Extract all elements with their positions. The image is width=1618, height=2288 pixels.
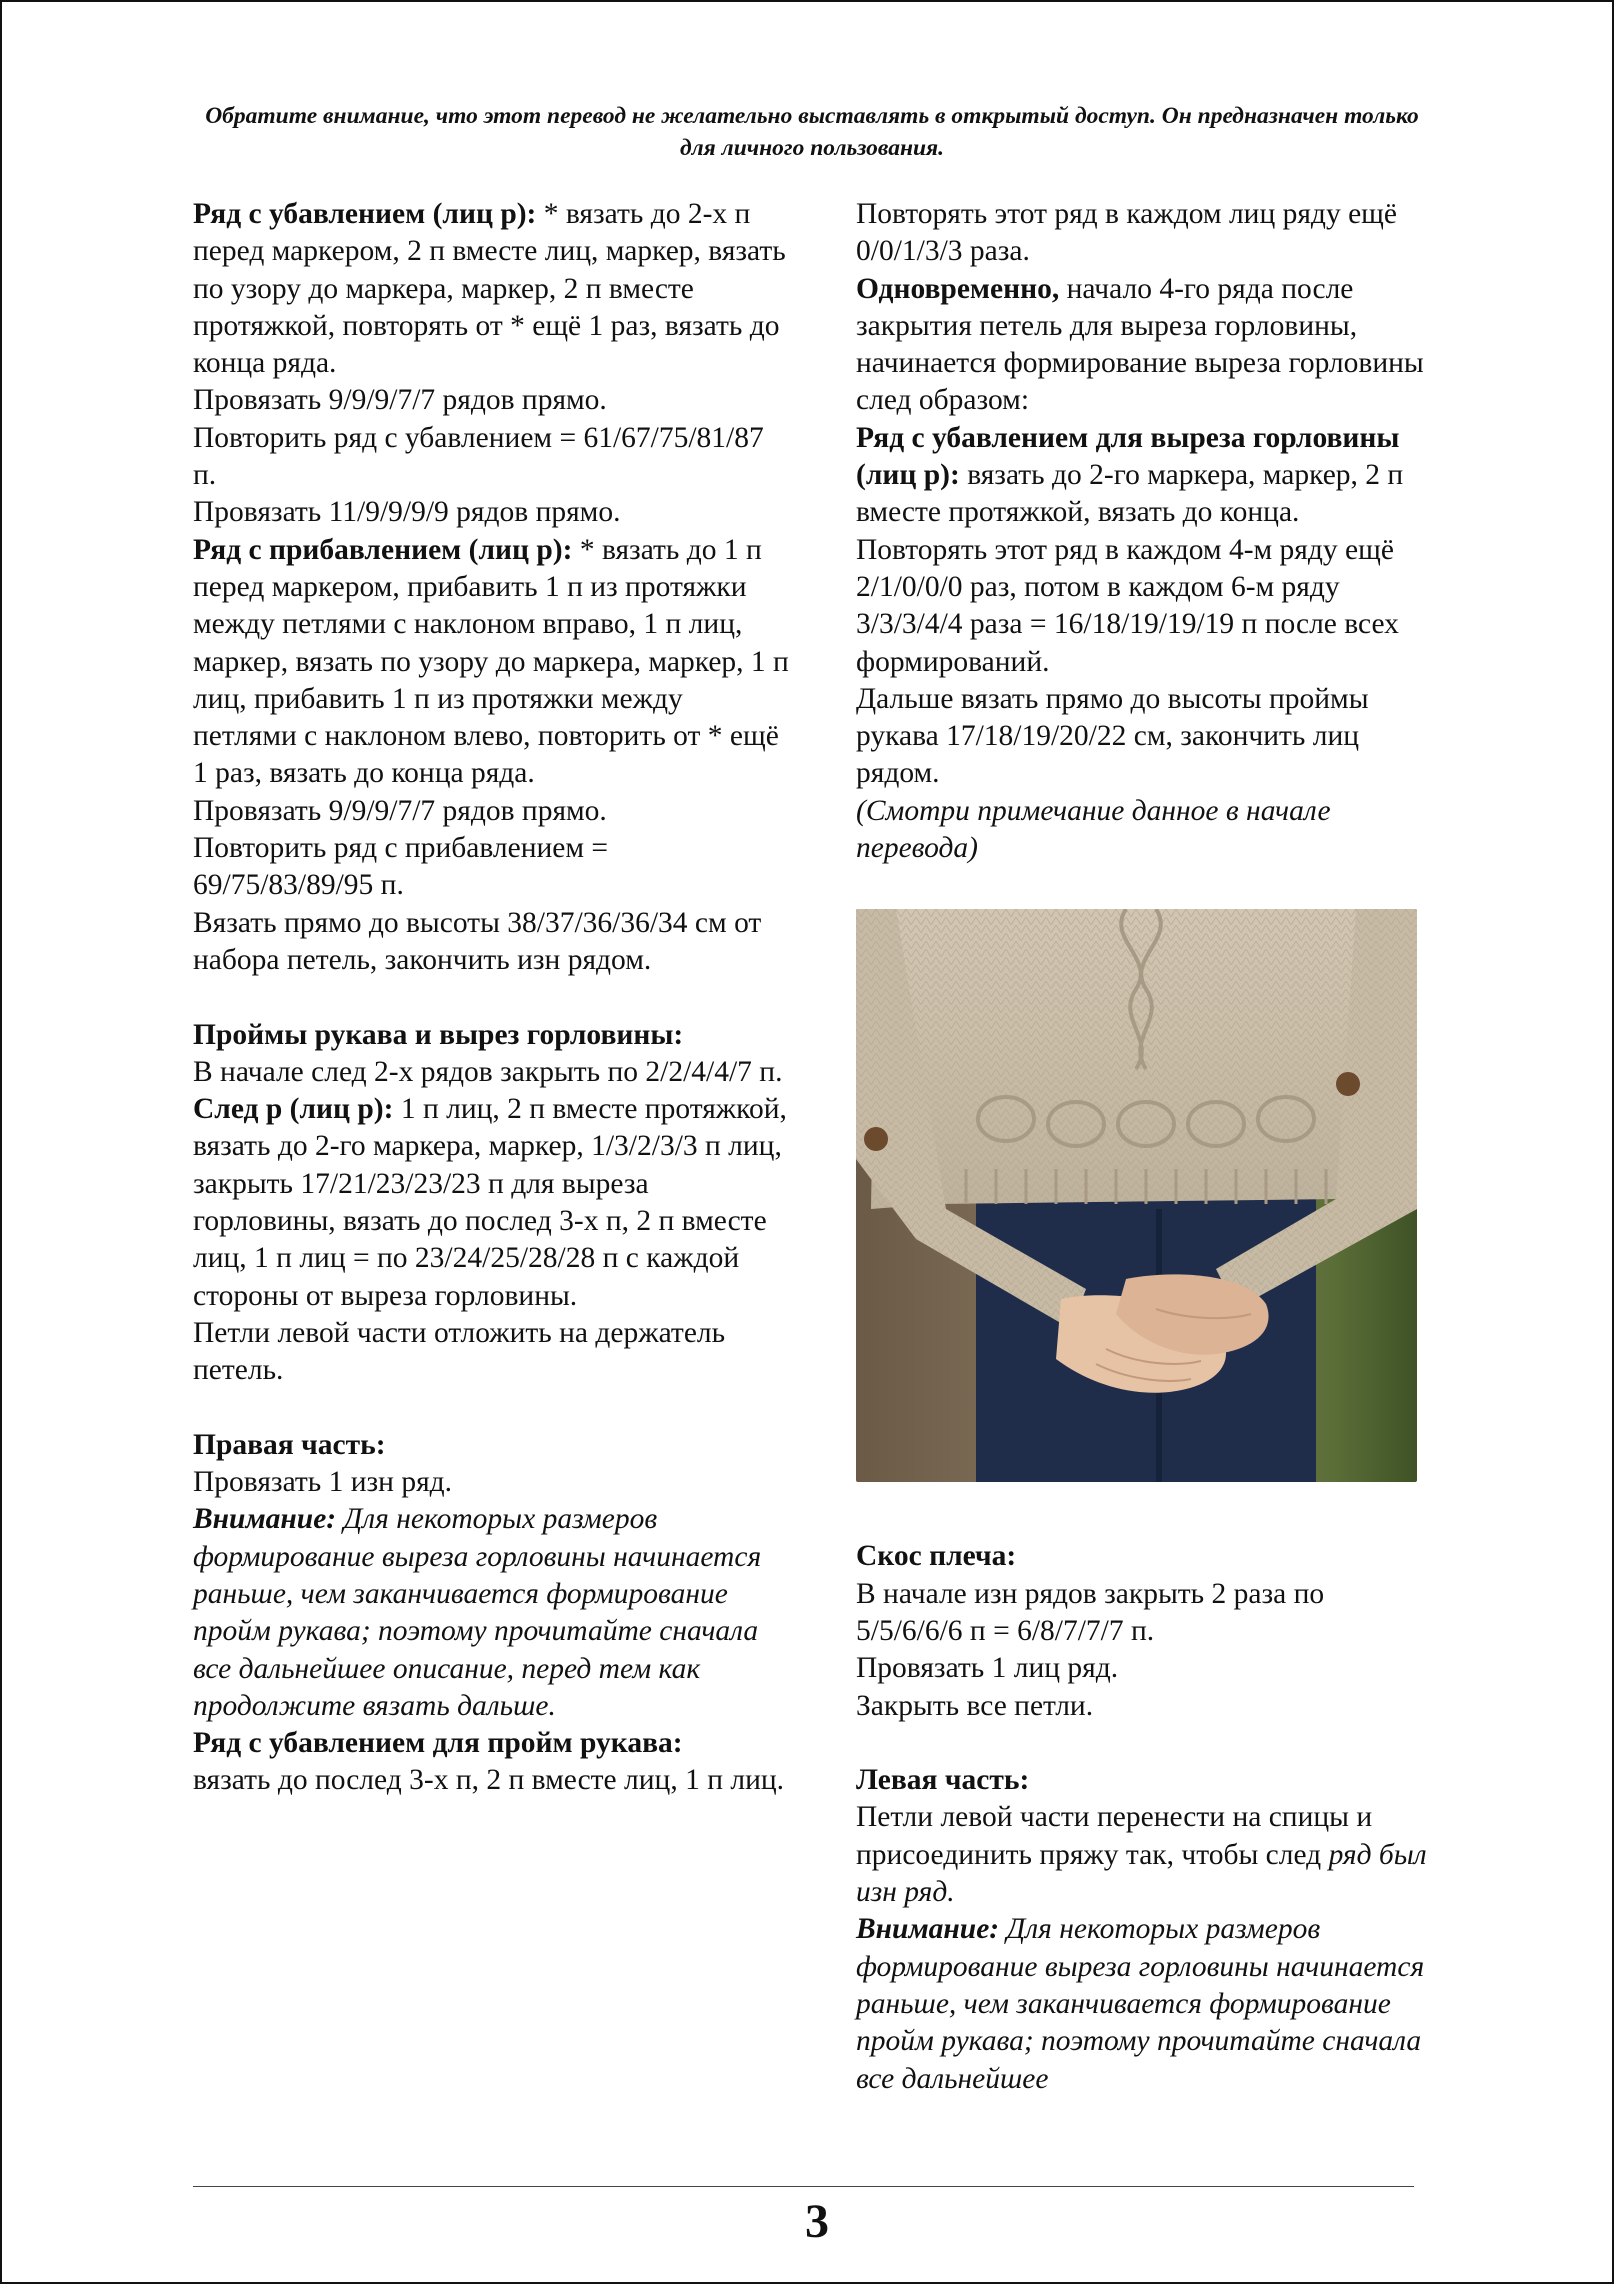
paragraph: Вязать прямо до высоты 38/37/36/36/34 см от набора петель, закончить изн рядом. bbox=[193, 906, 762, 976]
neck-decrease-label: Ряд с убавлением для выреза горловины (лиц р): bbox=[856, 421, 1400, 492]
paragraph: Закрыть все петли. bbox=[856, 1689, 1094, 1722]
paragraph: Повторять этот ряд в каждом лиц ряду ещё 0/0/1/3/3 раза. bbox=[856, 198, 1397, 268]
knit-sweater-photo bbox=[856, 909, 1417, 1482]
paragraph: Повторить ряд с убавлением = 61/67/75/81/87 п. bbox=[193, 421, 764, 492]
paragraph: Провязать 1 изн ряд. bbox=[193, 1466, 453, 1499]
paragraph: Провязать 9/9/9/7/7 рядов прямо. bbox=[193, 794, 607, 827]
decrease-row-label: Ряд с убавлением (лиц р): bbox=[193, 198, 537, 230]
increase-row-paragraph: Ряд с прибавлением (лиц р): * вязать до 1 п перед маркером, прибавить 1 п из протяжки между петлями с наклоном вправо, 1 п лиц, маркер, вязать по узору до маркера, маркер, 1 п лиц, прибавить 1 п из протяжки между петлями с наклоном влево, повторить от * ещё 1 раз, вязать до конца ряда. bbox=[193, 533, 789, 790]
paragraph: вязать до послед 3-х п, 2 п вместе лиц, 1 п лиц. bbox=[193, 1764, 785, 1797]
attention-label: Внимание: bbox=[856, 1913, 1000, 1946]
simultaneously-label: Одновременно, bbox=[856, 272, 1060, 305]
paragraph: В начале след 2-х рядов закрыть по 2/2/4/4/7 п. bbox=[193, 1055, 783, 1088]
paragraph: Петли левой части отложить на держатель петель. bbox=[193, 1316, 726, 1387]
translation-notice: Обратите внимание, что этот перевод не желательно выставлять в открытый доступ. Он предназначен только для личного пользования. bbox=[205, 103, 1419, 161]
attention-paragraph: Внимание: Для некоторых размеров формирование выреза горловины начинается раньше, чем заканчивается формирование пройм рукава; поэтому прочитайте сначала все дальнейшее описание, перед тем как продолжите вязать дальше. bbox=[193, 1503, 762, 1722]
paragraph: Дальше вязать прямо до высоты проймы рукава 17/18/19/20/22 см, закончить лиц рядом. bbox=[856, 682, 1369, 790]
left-column bbox=[193, 196, 793, 1800]
paragraph: Провязать 1 лиц ряд. bbox=[856, 1652, 1119, 1685]
decrease-row-paragraph: Ряд с убавлением (лиц р): * вязать до 2-х п перед маркером, 2 п вместе лиц, маркер, вязать по узору до маркера, маркер, 2 п вместе протяжкой, повторять от * ещё 1 раз, вязать до конца ряда. bbox=[193, 198, 786, 380]
next-row-label: След р (лиц р): bbox=[193, 1093, 394, 1126]
increase-row-label: Ряд с прибавлением (лиц р): bbox=[193, 533, 573, 566]
shoulder-heading: Скос плеча: bbox=[856, 1540, 1017, 1573]
next-row-paragraph: След р (лиц р): 1 п лиц, 2 п вместе протяжкой, вязать до 2-го маркера, маркер, 1/3/2/3/3 п лиц, закрыть 17/21/23/23/23 п для выреза горловины, вязать до послед 3-х п, 2 п вместе лиц, 1 п лиц = по 23/24/25/28/28 п с каждой стороны от выреза горловины. bbox=[193, 1093, 787, 1312]
paragraph: Провязать 11/9/9/9/9 рядов прямо. bbox=[193, 496, 621, 529]
paragraph: Повторить ряд с прибавлением = 69/75/83/89/95 п. bbox=[193, 832, 609, 902]
left-part-heading: Левая часть: bbox=[856, 1764, 1030, 1797]
paragraph: В начале изн рядов закрыть 2 раза по 5/5/6/6/6 п = 6/8/7/7/7 п. bbox=[856, 1577, 1325, 1647]
attention-label: Внимание: bbox=[193, 1503, 337, 1536]
neck-decrease-paragraph: Ряд с убавлением для выреза горловины (лиц р): вязать до 2-го маркера, маркер, 2 п вместе протяжкой, вязать до конца. bbox=[856, 421, 1404, 529]
paragraph: Провязать 9/9/9/7/7 рядов прямо. bbox=[193, 384, 607, 417]
page-number: 3 bbox=[805, 2195, 829, 2248]
paragraph: Петли левой части перенести на спицы и присоединить пряжу так, чтобы след ряд был изн ряд. bbox=[856, 1801, 1427, 1909]
attention-paragraph: Внимание: Для некоторых размеров формирование выреза горловины начинается раньше, чем заканчивается формирование пройм рукава; поэтому прочитайте сначала все дальнейшее bbox=[856, 1913, 1425, 2095]
simultaneously-paragraph: Одновременно, начало 4-го ряда после закрытия петель для выреза горловины, начинается формирование выреза горловины след образом: bbox=[856, 272, 1424, 417]
right-part-heading: Правая часть: bbox=[193, 1428, 386, 1461]
paragraph: Повторять этот ряд в каждом 4-м ряду ещё 2/1/0/0/0 раз, потом в каждом 6-м ряду 3/3/3/4/4 раза = 16/18/19/19/19 п после всех формирований. bbox=[856, 533, 1399, 678]
armhole-decrease-heading: Ряд с убавлением для пройм рукава: bbox=[193, 1727, 683, 1760]
note-paragraph: (Смотри примечание данное в начале перевода) bbox=[856, 794, 1331, 865]
armhole-heading: Проймы рукава и вырез горловины: bbox=[193, 1018, 684, 1051]
right-column bbox=[856, 196, 1436, 2098]
footer-divider bbox=[193, 2186, 1414, 2187]
